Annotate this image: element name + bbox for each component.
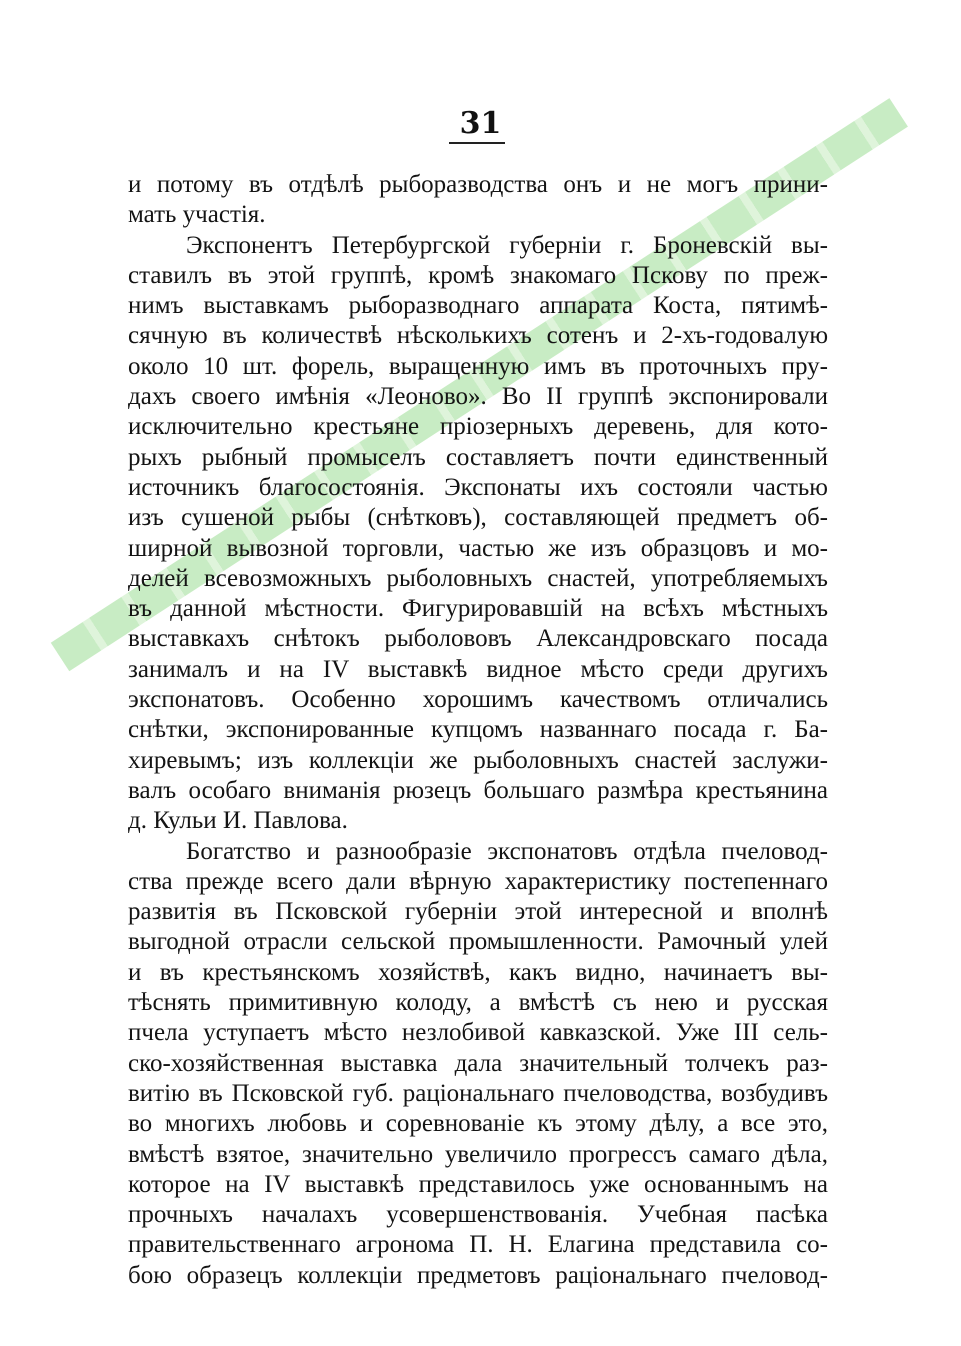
text-line: источникъ благосостоянія. Экспонаты ихъ состояли частью (128, 473, 828, 501)
text-line: валъ особаго вниманія рюзецъ большаго размѣра крестьянина (128, 776, 828, 804)
text-line: въ данной мѣстности. Фигурировавшій на всѣхъ мѣстныхъ (128, 595, 828, 623)
text-line: прочныхъ началахъ усовершенствованія. Учебная пасѣка (128, 1201, 828, 1229)
text-line: хиревымъ; изъ коллекціи же рыболовныхъ снастей заслужи- (128, 746, 828, 774)
text-line: снѣтки, экспонированные купцомъ названнаго посада г. Ба- (128, 716, 828, 744)
text-line: и потому въ отдѣлѣ рыборазводства онъ и не могъ прини- (128, 171, 828, 198)
text-line: Экспонентъ Петербургской губерніи г. Броневскій вы- (186, 231, 828, 259)
text-line: развитія въ Псковской губерніи этой интересной и вполнѣ (128, 898, 828, 926)
text-line: экспонатовъ. Особенно хорошимъ качествомъ отличались (128, 686, 828, 714)
text-line: и въ крестьянскомъ хозяйствѣ, какъ видно, начинаетъ вы- (128, 958, 828, 986)
text-line: около 10 шт. форель, выращенную имъ въ проточныхъ пру- (128, 352, 828, 380)
text-line: во многихъ любовь и соревнованіе къ этому дѣлу, а все это, (128, 1110, 828, 1138)
text-line: ширной вывозной торговли, частью же изъ образцовъ и мо- (128, 534, 828, 562)
text-line: правительственнаго агронома П. Н. Елагина представила со- (128, 1231, 828, 1259)
text-line: д. Кульи И. Павлова. (128, 807, 348, 835)
text-line: рыхъ рыбный промыселъ составляетъ почти единственный (128, 443, 828, 471)
body-text (128, 170, 828, 1291)
text-line: бою образецъ коллекціи предметовъ раціональнаго пчеловод- (128, 1261, 828, 1289)
text-line: нимъ выставкамъ рыборазводнаго аппарата Коста, пятимѣ- (128, 292, 828, 320)
text-line: занималъ и на IV выставкѣ видное мѣсто среди другихъ (128, 655, 828, 683)
text-line: изъ сушеной рыбы (снѣтковъ), составляющей предметъ об- (128, 504, 828, 532)
text-line: ско-хозяйственная выставка дала значительный толчекъ раз- (128, 1049, 828, 1077)
text-line: пчела уступаетъ мѣсто незлобивой кавказской. Уже III сель- (128, 1019, 828, 1047)
text-line: выставкахъ снѣтокъ рыболововъ Александровскаго посада (128, 625, 828, 653)
text-line: ставилъ въ этой группѣ, кромѣ знакомаго Пскову по преж- (128, 261, 828, 289)
text-line: витію въ Псковской губ. раціональнаго пчеловодства, возбудивъ (128, 1079, 828, 1107)
text-line: исключительно крестьяне пріозерныхъ деревень, для кото- (128, 413, 828, 441)
text-line: вмѣстѣ взятое, значительно увеличило прогрессъ самаго дѣла, (128, 1140, 828, 1168)
text-line: сячную въ количествѣ нѣсколькихъ сотенъ и 2-хъ-годовалую (128, 322, 828, 350)
text-line: дахъ своего имѣнія «Леоново». Во II группѣ экспонировали (128, 383, 828, 411)
page-number: 31 (459, 106, 502, 141)
text-line: выгодной отрасли сельской промышленности. Рамочный улей (128, 928, 828, 956)
text-line: Богатство и разнообразіе экспонатовъ отдѣла пчеловод- (186, 837, 828, 865)
page-number-rule (449, 142, 505, 144)
text-line: тѣснять примитивную колоду, а вмѣстѣ съ нею и русская (128, 989, 828, 1017)
text-line: мать участія. (128, 201, 266, 229)
text-line: делей всевозможныхъ рыболовныхъ снастей, употребляемыхъ (128, 564, 828, 592)
text-line: ства прежде всего дали вѣрную характеристику постепеннаго (128, 867, 828, 895)
text-line: которое на IV выставкѣ представилось уже основаннымъ на (128, 1170, 828, 1198)
